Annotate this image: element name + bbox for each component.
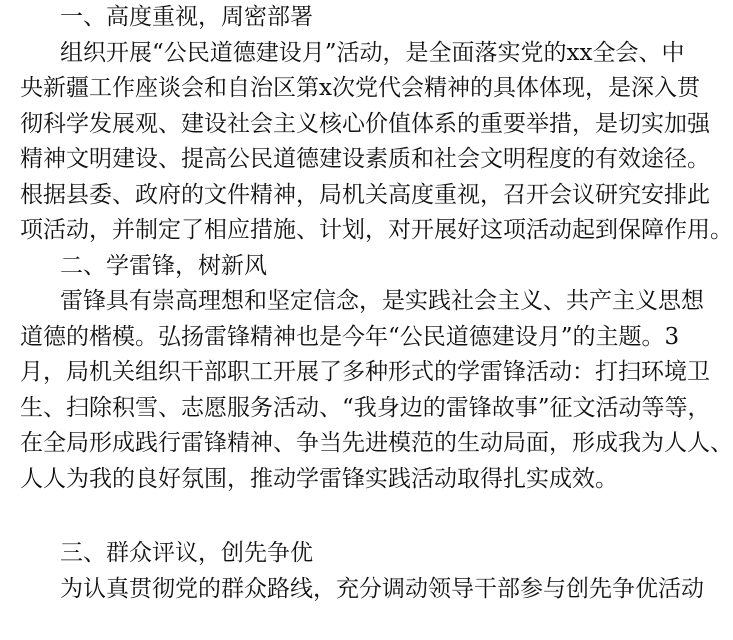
paragraph-line: 道德的楷模。弘扬雷锋精神也是今年“公民道德建设月”的主题。3 (20, 323, 680, 350)
paragraph-line: 组织开展“公民道德建设月”活动，是全面落实党的xx全会、中 (60, 39, 685, 66)
paragraph-line: 为认真贯彻党的群众路线，充分调动领导干部参与创先争优活动 (60, 575, 704, 602)
paragraph-line: 生、扫除积雪、志愿服务活动、“我身边的雷锋故事”征文活动等等， (20, 394, 711, 421)
paragraph-line: 根据县委、政府的文件精神，局机关高度重视，召开会议研究安排此 (20, 181, 710, 208)
section-heading-2: 二、学雷锋，树新风 (60, 252, 267, 279)
paragraph-line: 彻科学发展观、建设社会主义核心价值体系的重要举措，是切实加强 (20, 110, 710, 137)
paragraph-line: 月，局机关组织干部职工开展了多种形式的学雷锋活动：打扫环境卫 (20, 359, 710, 385)
paragraph-line: 雷锋具有崇高理想和坚定信念，是实践社会主义、共产主义思想 (60, 288, 704, 314)
paragraph-line: 在全局形成践行雷锋精神、争当先进模范的生动局面，形成我为人人、 (20, 430, 733, 456)
section-heading-3: 三、群众评议，创先争优 (60, 540, 313, 566)
paragraph-line: 项活动，并制定了相应措施、计划，对开展好这项活动起到保障作用。 (20, 217, 733, 243)
section-heading-1: 一、高度重视，周密部署 (60, 4, 313, 30)
paragraph-line: 央新疆工作座谈会和自治区第x次党代会精神的具体体现，是深入贯 (20, 75, 700, 101)
blank-spacer (20, 497, 622, 536)
document-body (20, 0, 733, 607)
paragraph-line: 精神文明建设、提高公民道德建设素质和社会文明程度的有效途径。 (20, 146, 710, 172)
paragraph-line: 人人为我的良好氛围，推动学雷锋实践活动取得扎实成效。 (20, 465, 618, 492)
